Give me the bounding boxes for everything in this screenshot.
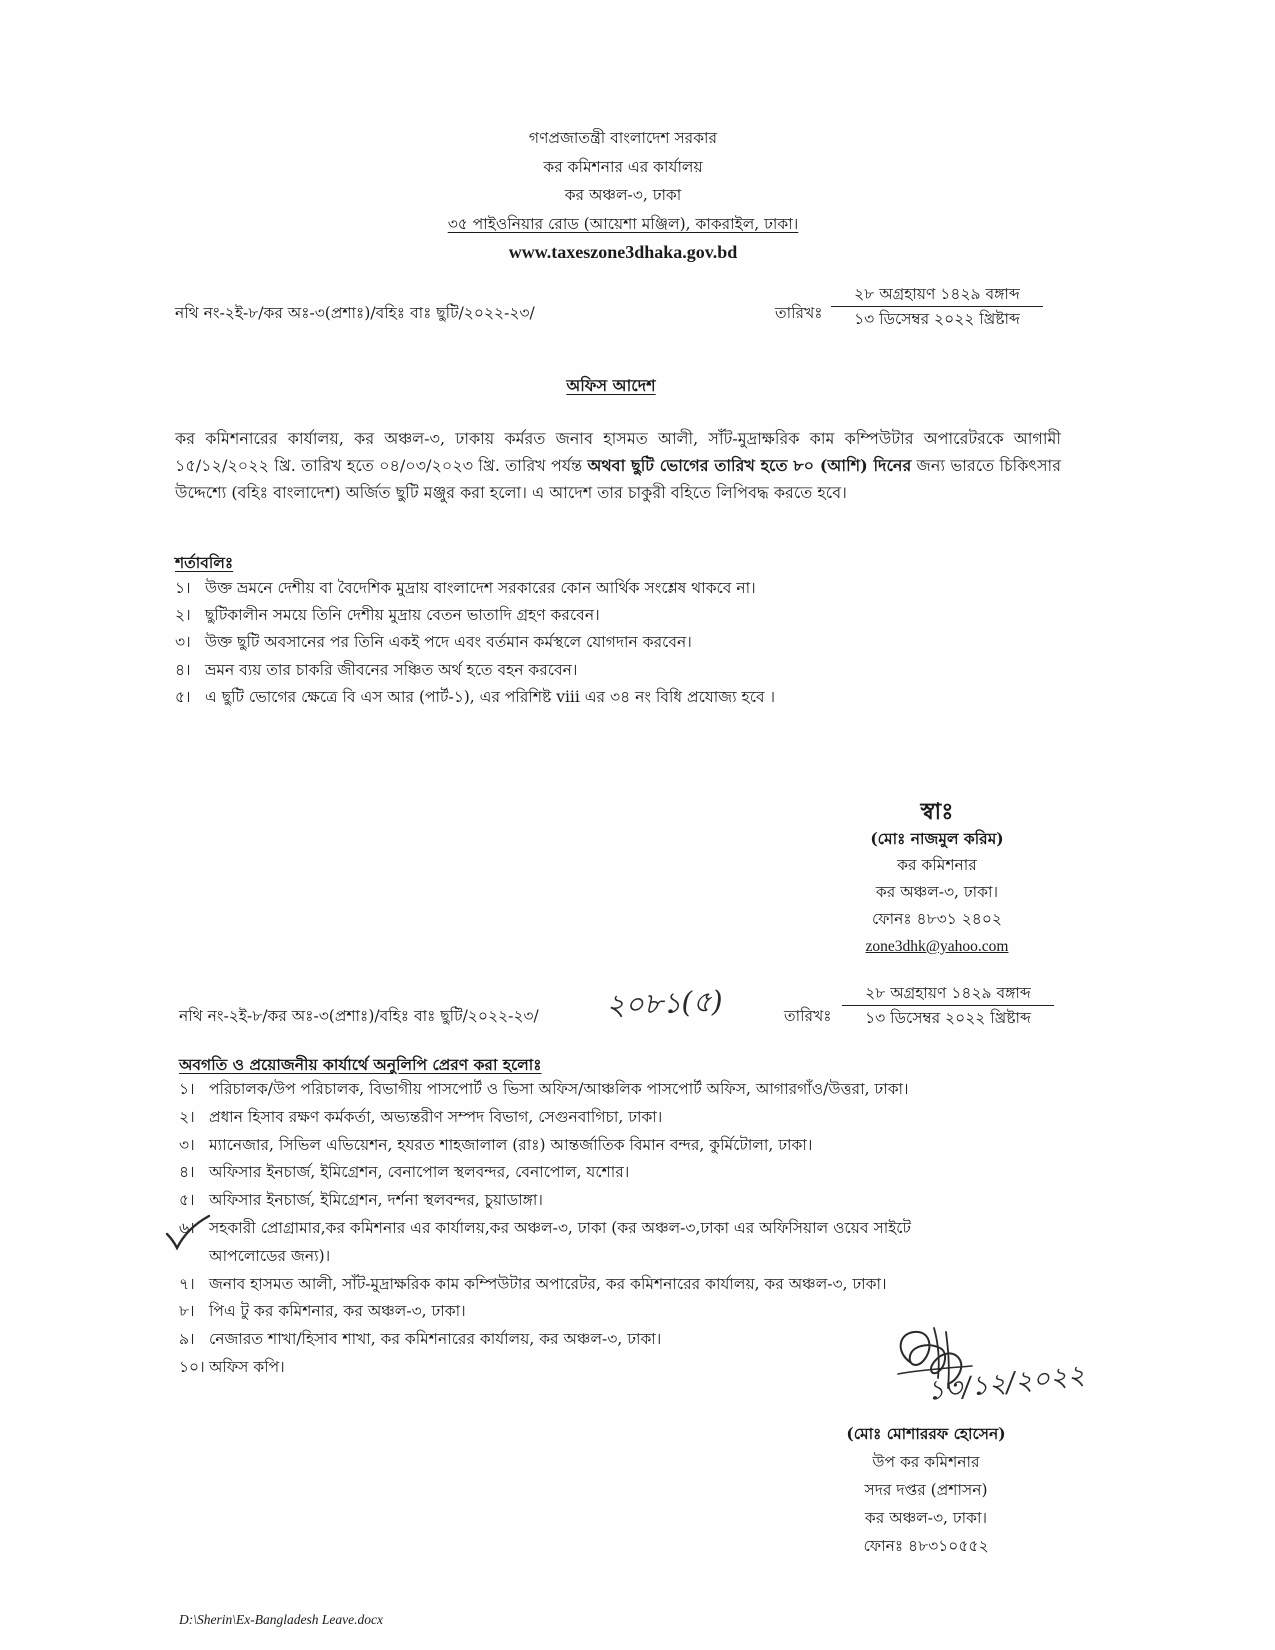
- distribution-text: জনাব হাসমত আলী, সাঁট-মুদ্রাক্ষরিক কাম কম্পিউটার অপারেটর, কর কমিশনারের কার্যালয়, কর অঞ্চল-৩, ঢাকা।: [209, 1274, 887, 1293]
- date-gregorian: ১৩ ডিসেম্বর ২০২২ খ্রিষ্টাব্দ: [854, 310, 1020, 328]
- signatory-designation: উপ কর কমিশনার: [872, 1453, 980, 1471]
- distribution-text-line: আপলোডের জন্য)।: [209, 1246, 331, 1265]
- signatory-name: (মোঃ নাজমুল করিম): [870, 829, 1004, 848]
- conditions-heading-wrap: [175, 549, 233, 577]
- distribution-number: ১।: [179, 1080, 195, 1098]
- handwritten-signature-date: ১৩/১২/২০২২: [925, 1359, 1087, 1407]
- condition-item: [175, 629, 1075, 656]
- distribution-text: অফিস কপি।: [209, 1357, 285, 1376]
- office-address: ৩৫ পাইওনিয়ার রোড (আয়েশা মঞ্জিল), কাকরাইল, ঢাকা।: [447, 214, 799, 233]
- distribution-text: পিএ টু কর কমিশনার, কর অঞ্চল-৩, ঢাকা।: [209, 1302, 466, 1321]
- distribution-number: ৩।: [179, 1135, 195, 1154]
- distribution-number: ২।: [179, 1107, 195, 1126]
- signatory-name: (মোঃ মোশাররফ হোসেন): [846, 1424, 1006, 1443]
- conditions-heading: শর্তাবলিঃ: [175, 553, 234, 572]
- date-bangla-copy: ২৮ অগ্রহায়ণ ১৪২৯ বঙ্গাব্দ: [842, 982, 1054, 1006]
- distribution-item: [179, 1159, 1139, 1187]
- condition-text: উক্ত ছুটি অবসানের পর তিনি একই পদে এবং বর্তমান কর্মস্থলে যোগদান করবেন।: [205, 633, 692, 652]
- order-title-wrap: [0, 373, 1222, 399]
- conditions-list: [175, 575, 1075, 711]
- signature-mark: স্বাঃ: [920, 798, 954, 825]
- distribution-item: [179, 1187, 1139, 1215]
- distribution-number: ৭।: [179, 1274, 195, 1293]
- signatory-designation: কর কমিশনার: [897, 856, 977, 874]
- office-name: কর কমিশনার এর কার্যালয়: [543, 157, 703, 176]
- condition-item: [175, 684, 1075, 711]
- distribution-heading-wrap: [179, 1051, 542, 1079]
- zone-name: কর অঞ্চল-৩, ঢাকা: [564, 186, 682, 204]
- distribution-text: অফিসার ইনচার্জ, ইমিগ্রেশন, দর্শনা স্থলবন্দর, চুয়াডাঙ্গা।: [209, 1191, 543, 1210]
- distribution-item: [179, 1271, 1139, 1299]
- condition-item: [175, 657, 1075, 684]
- distribution-number: ৮।: [179, 1302, 195, 1321]
- memo-number: নথি নং-২ই-৮/কর অঃ-৩(প্রশাঃ)/বহিঃ বাঃ ছুটি/২০২২-২৩/: [175, 304, 535, 322]
- distribution-heading: অবগতি ও প্রয়োজনীয় কার্যার্থে অনুলিপি প্রেরণ করা হলোঃ: [179, 1055, 542, 1074]
- order-body-text-cont: জন্য ভারতে চিকিৎসার উদ্দেশ্যে (বহিঃ বাংলাদেশ) অর্জিত ছুটি মঞ্জুর করা হলো। এ আদেশ তার চাকুরী বহিতে লিপিবদ্ধ করতে হবে।: [175, 456, 1061, 502]
- condition-text: ছুটিকালীন সময়ে তিনি দেশীয় মুদ্রায় বেতন ভাতাদি গ্রহণ করবেন।: [205, 606, 600, 625]
- order-body-text: কর কমিশনারের কার্যালয়, কর অঞ্চল-৩, ঢাকায় কর্মরত জনাব হাসমত আলী, সাঁট-মুদ্রাক্ষরিক কাম কম্পিউটার অপারেটরকে আগামী ১৫/১২/২০২২ খ্রি. তারিখ হতে ০৪/০৩/২০২৩ খ্রি. তারিখ পর্যন্ত: [175, 429, 1061, 475]
- memo-number-copy: নথি নং-২ই-৮/কর অঃ-৩(প্রশাঃ)/বহিঃ বাঃ ছুটি/২০২২-২৩/: [179, 1007, 539, 1025]
- date-gregorian-copy: ১৩ ডিসেম্বর ২০২২ খ্রিষ্টাব্দ: [865, 1009, 1031, 1027]
- distribution-item: [179, 1104, 1139, 1132]
- signatory-block-deputy: [776, 1420, 1076, 1560]
- signatory-phone: ফোনঃ ৪৮৩১০৫৫২: [863, 1537, 989, 1555]
- signatory-department: সদর দপ্তর (প্রশাসন): [864, 1481, 988, 1499]
- distribution-text: অফিসার ইনচার্জ, ইমিগ্রেশন, বেনাপোল স্থলবন্দর, বেনাপোল, যশোর।: [209, 1163, 630, 1182]
- condition-number: ৫।: [175, 687, 191, 706]
- condition-text: এ ছুটি ভোগের ক্ষেত্রে বি এস আর (পার্ট-১), এর পরিশিষ্ট viii এর ৩৪ নং বিধি প্রযোজ্য হবে ।: [205, 687, 776, 706]
- order-body-emphasis: অথবা ছুটি ভোগের তারিখ হতে ৮০ (আশি) দিনের: [587, 456, 912, 475]
- handwritten-checkmark-icon: [163, 1212, 213, 1254]
- distribution-text: নেজারত শাখা/হিসাব শাখা, কর কমিশনারের কার্যালয়, কর অঞ্চল-৩, ঢাকা।: [209, 1330, 662, 1349]
- file-path-footer: D:\Sherin\Ex-Bangladesh Leave.docx: [179, 1612, 383, 1627]
- condition-item: [175, 602, 1075, 629]
- date-bangla: ২৮ অগ্রহায়ণ ১৪২৯ বঙ্গাব্দ: [831, 283, 1043, 307]
- government-name: গণপ্রজাতন্ত্রী বাংলাদেশ সরকার: [528, 129, 718, 147]
- condition-text: ভ্রমন ব্যয় তার চাকরি জীবনের সঞ্চিত অর্থ হতে বহন করবেন।: [205, 660, 578, 679]
- condition-number: ২।: [175, 606, 191, 625]
- distribution-number: ৯।: [179, 1330, 195, 1349]
- distribution-text-line: সহকারী প্রোগ্রামার,কর কমিশনার এর কার্যালয়,কর অঞ্চল-৩, ঢাকা (কর অঞ্চল-৩,ঢাকা এর অফিসিয়াল ওয়েব সাইটে: [209, 1218, 911, 1237]
- signatory-block-commissioner: [787, 798, 1087, 960]
- date-label: তারিখঃ: [775, 304, 823, 322]
- order-body: [175, 425, 1061, 506]
- distribution-number: ১০।: [179, 1357, 205, 1376]
- distribution-text: পরিচালক/উপ পরিচালক, বিভাগীয় পাসপোর্ট ও ভিসা অফিস/আঞ্চলিক পাসপোর্ট অফিস, আগারগাঁও/উত্তরা, ঢাকা।: [209, 1080, 909, 1098]
- distribution-item: [179, 1076, 1139, 1104]
- condition-number: ১।: [175, 579, 191, 597]
- condition-item: [175, 575, 1075, 602]
- distribution-text: প্রধান হিসাব রক্ষণ কর্মকর্তা, অভ্যন্তরীণ সম্পদ বিভাগ, সেগুনবাগিচা, ঢাকা।: [209, 1107, 663, 1126]
- distribution-item: [179, 1215, 1139, 1271]
- date-label-copy: তারিখঃ: [784, 1007, 832, 1025]
- condition-text: উক্ত ভ্রমনে দেশীয় বা বৈদেশিক মুদ্রায় বাংলাদেশ সরকারের কোন আর্থিক সংশ্লেষ থাকবে না।: [205, 579, 756, 597]
- date-fraction-copy: [842, 982, 1054, 1031]
- distribution-text: [209, 1215, 1139, 1271]
- distribution-number: ৫।: [179, 1191, 195, 1210]
- distribution-item: [179, 1132, 1139, 1160]
- distribution-number: ৬।: [179, 1218, 195, 1237]
- condition-number: ৪।: [175, 660, 191, 679]
- letterhead: [0, 124, 1246, 267]
- signatory-email: zone3dhk@yahoo.com: [865, 938, 1009, 955]
- signatory-phone: ফোনঃ ৪৮৩১ ২৪০২: [871, 910, 1003, 928]
- handwritten-memo-serial: ২০৮১(৫): [605, 983, 724, 1023]
- signatory-office: কর অঞ্চল-৩, ঢাকা।: [875, 883, 999, 901]
- distribution-text: ম্যানেজার, সিভিল এভিয়েশন, হযরত শাহজালাল (রাঃ) আন্তর্জাতিক বিমান বন্দর, কুর্মিটোলা, ঢাকা।: [209, 1135, 813, 1154]
- date-fraction: [831, 283, 1043, 332]
- order-title: অফিস আদেশ: [566, 376, 656, 395]
- handwritten-signature: [888, 1322, 1158, 1414]
- condition-number: ৩।: [175, 633, 191, 652]
- signatory-office: কর অঞ্চল-৩, ঢাকা।: [864, 1509, 988, 1527]
- distribution-number: ৪।: [179, 1163, 195, 1182]
- website: www.taxeszone3dhaka.gov.bd: [508, 242, 738, 262]
